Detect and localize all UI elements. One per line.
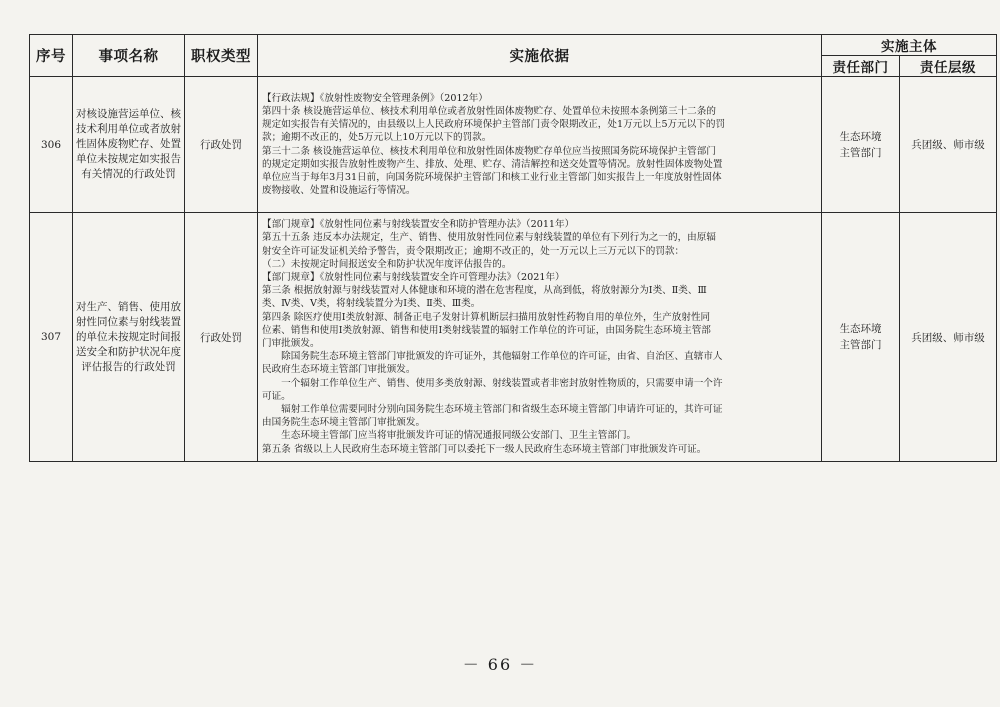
basis-line: 民政府生态环境主管部门审批颁发。 [262,364,416,376]
basis-line: 第三条 根据放射源与射线装置对人体健康和环境的潜在危害程度，从高到低，将放射源分为Ⅰ类、Ⅱ类、Ⅲ [262,285,707,297]
table-row-306 [30,77,997,213]
header-basis: 实施依据 [258,35,822,77]
basis-line: 【部门规章】《放射性同位素与射线装置安全和防护管理办法》（2011年） [262,219,575,231]
row-307-dept [822,213,900,462]
basis-line: 可证。 [262,390,291,402]
name-line: 对核设施营运单位、核 [76,108,181,120]
row-307-level: 兵团级、师市级 [900,213,997,462]
basis-line: 单位应当于每年3月31日前，向国务院环境保护主管部门和核工业行业主管部门如实报告上一年度放射性固体 [262,171,722,183]
basis-line: 由国务院生态环境主管部门审批颁发。 [262,417,426,429]
dept-line: 生态环境 [839,130,882,143]
basis-line: 第三十二条 核设施营运单位、核技术利用单位和放射性固体废物贮存单位应当按照国务院环境保护主管部门 [262,145,716,157]
name-line: 送安全和防护状况年度 [76,345,181,358]
row-306-basis [258,77,822,213]
row-306-no: 306 [30,77,73,213]
name-line: 技术利用单位或者放射 [76,123,181,135]
basis-line: 门审批颁发。 [262,338,320,349]
name-line: 有关情况的行政处罚 [81,168,176,180]
enforcement-items-table [29,34,997,462]
basis-line: 【行政法规】《放射性废物安全管理条例》（2012年） [262,92,488,104]
basis-line: （二）未按规定时间报送安全和防护状况年度评估报告的。 [262,258,512,270]
row-306-type: 行政处罚 [185,77,258,213]
header-dept: 责任部门 [822,56,900,77]
header-no: 序号 [30,35,73,77]
basis-line: 辐射工作单位需要同时分别向国务院生态环境主管部门和省级生态环境主管部门申请许可证的，其许可证 [262,404,723,416]
name-line: 对生产、销售、使用放 [76,300,181,313]
basis-line: 位素、销售和使用Ⅰ类放射源、销售和使用Ⅰ类射线装置的辐射工作单位的许可证，由国务院生态环境主管部 [262,324,711,336]
header-name: 事项名称 [73,35,185,77]
table-row-307 [30,213,997,462]
name-line: 评估报告的行政处罚 [81,360,176,373]
basis-line: 款；逾期不改正的，处5万元以上10万元以下的罚款。 [262,132,492,144]
header-subject: 实施主体 [822,35,997,56]
row-306-dept [822,77,900,213]
basis-line: 规定如实报告有关情况的，由县级以上人民政府环境保护主管部门责令限期改正，处1万元以上5万元以下的罚 [262,119,726,131]
name-line: 性固体废物贮存、处置 [76,138,181,150]
basis-line: 第四十条 核设施营运单位、核技术利用单位或者放射性固体废物贮存、处置单位未按照本条例第三十二条的 [262,105,716,117]
document-table-wrapper [29,34,997,462]
dept-line: 主管部门 [839,146,882,159]
header-row-top [30,35,997,56]
page-number: － 66 － [462,655,538,674]
dept-line: 生态环境 [839,323,882,335]
basis-line: 射安全许可证发证机关给予警告，责令限期改正；逾期不改正的，处一万元以上三万元以下的罚款： [262,245,685,257]
basis-line: 第四条 除医疗使用Ⅰ类放射源、制备正电子发射计算机断层扫描用放射性药物自用的单位外，生产放射性同 [262,311,711,323]
basis-line: 第五条 省级以上人民政府生态环境主管部门可以委托下一级人民政府生态环境主管部门审批颁发许可证。 [262,443,707,455]
basis-line: 类、Ⅳ类、Ⅴ类，将射线装置分为Ⅰ类、Ⅱ类、Ⅲ类。 [262,298,481,310]
row-307-name [73,213,185,462]
basis-line: 除国务院生态环境主管部门审批颁发的许可证外，其他辐射工作单位的许可证，由省、自治区、直辖市人 [262,351,723,363]
basis-line: 【部门规章】《放射性同位素与射线装置安全许可管理办法》（2021年） [262,271,565,283]
dept-line: 主管部门 [839,339,882,351]
basis-line: 的规定定期如实报告放射性废物产生、排放、处理、贮存、清洁解控和送交处置等情况。放射性固体废物处置 [262,158,723,170]
basis-line: 一个辐射工作单位生产、销售、使用多类放射源、射线装置或者非密封放射性物质的，只需要申请一个许 [262,377,723,389]
row-307-type: 行政处罚 [185,213,258,462]
row-307-basis [258,213,822,462]
basis-line: 废物接收、处置和设施运行等情况。 [262,185,416,197]
header-level: 责任层级 [900,56,997,77]
header-type: 职权类型 [185,35,258,77]
name-line: 单位未按规定如实报告 [76,153,181,165]
name-line: 的单位未按规定时间报 [76,330,181,343]
row-307-no: 307 [30,213,73,462]
name-line: 射性同位素与射线装置 [76,315,181,328]
basis-line: 生态环境主管部门应当将审批颁发许可证的情况通报同级公安部门、卫生主管部门。 [262,430,637,442]
row-306-name [73,77,185,213]
basis-line: 第五十五条 违反本办法规定，生产、销售、使用放射性同位素与射线装置的单位有下列行为之一的，由原辐 [262,232,716,244]
row-306-level: 兵团级、师市级 [900,77,997,213]
